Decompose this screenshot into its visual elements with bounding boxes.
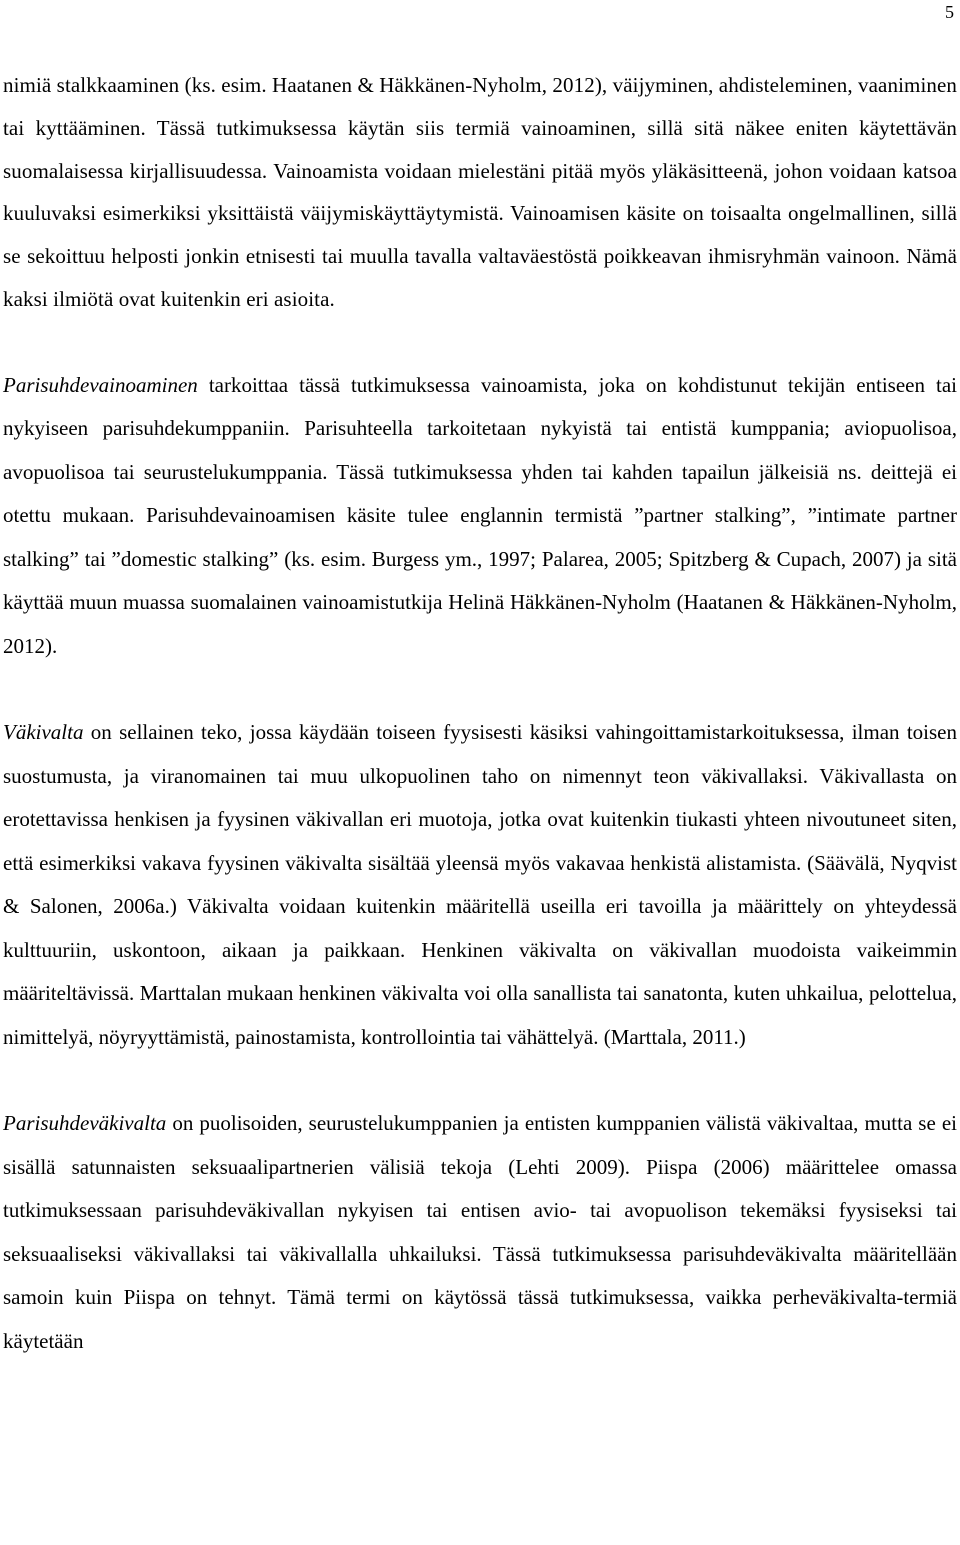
document-body <box>3 64 957 1363</box>
paragraph-text: nimiä stalkkaaminen (ks. esim. Haatanen & Häkkänen-Nyholm, 2012), väijyminen, ahdisteleminen, vaaniminen tai kyttääminen. Tässä tutkimuksessa käytän siis termiä vainoaminen, sillä sitä näkee eniten käytettävän suomalaisessa kirjallisuudessa. Vainoamista voidaan mielestäni pitää myös yläkäsitteenä, johon voidaan katsoa kuuluvaksi esimerkiksi yksittäistä väijymiskäyttäytymistä. Vainoamisen käsite on toisaalta ongelmallinen, sillä se sekoittuu helposti jonkin etnisesti tai muulla tavalla valtaväestöstä poikkeavan ihmisryhmän vainoon. Nämä kaksi ilmiötä ovat kuitenkin eri asioita. <box>3 73 957 311</box>
paragraph-partner-stalking <box>3 364 957 669</box>
paragraph-gap <box>3 1059 957 1102</box>
paragraph-gap <box>3 668 957 711</box>
paragraph-gap <box>3 321 957 364</box>
page-number: 5 <box>945 2 954 22</box>
paragraph-stalking-terms <box>3 64 957 321</box>
paragraph-text: on sellainen teko, jossa käydään toiseen fyysisesti käsiksi vahingoittamistarkoituksessa, ilman toisen suostumusta, ja viranomainen tai muu ulkopuolinen taho on nimennyt teon väkivallaksi. Väkivallasta on erotettavissa henkisen ja fyysinen väkivallan eri muotoja, jotka ovat kuitenkin tiukasti yhteen nivoutuneet siten, että esimerkiksi vakava fyysinen väkivalta sisältää yleensä myös vakavaa henkistä alistamista. (Säävälä, Nyqvist & Salonen, 2006a.) Väkivalta voidaan kuitenkin määritellä useilla eri tavoilla ja määrittely on yhteydessä kulttuuriin, uskontoon, aikaan ja paikkaan. Henkinen väkivalta on väkivallan muodoista vaikeimmin määriteltävissä. Marttalan mukaan henkinen väkivalta voi olla sanallista tai sanatonta, kuten uhkailua, pelottelua, nimittelyä, nöyryyttämistä, painostamista, kontrollointia tai vähättelyä. (Marttala, 2011.) <box>3 720 957 1049</box>
defined-term: Väkivalta <box>3 720 84 745</box>
paragraph-partner-violence <box>3 1102 957 1363</box>
defined-term: Parisuhdevainoaminen <box>3 372 198 397</box>
paragraph-violence <box>3 711 957 1059</box>
paragraph-text: tarkoittaa tässä tutkimuksessa vainoamista, joka on kohdistunut tekijän entiseen tai nykyiseen parisuhdekumppaniin. Parisuhteella tarkoitetaan nykyistä tai entistä kumppania; aviopuolisoa, avopuolisoa tai seurustelukumppania. Tässä tutkimuksessa yhden tai kahden tapailun jälkeisiä ns. deittejä ei otettu mukaan. Parisuhdevainoamisen käsite tulee englannin termistä ”partner stalking”, ”intimate partner stalking” tai ”domestic stalking” (ks. esim. Burgess ym., 1997; Palarea, 2005; Spitzberg & Cupach, 2007) ja sitä käyttää muun muassa suomalainen vainoamistutkija Helinä Häkkänen-Nyholm (Haatanen & Häkkänen-Nyholm, 2012). <box>3 372 957 658</box>
defined-term: Parisuhdeväkivalta <box>3 1111 167 1136</box>
paragraph-text: on puolisoiden, seurustelukumppanien ja entisten kumppanien välistä väkivaltaa, mutta se ei sisällä satunnaisten seksuaalipartnerien välisiä tekoja (Lehti 2009). Piispa (2006) määrittelee omassa tutkimuksessaan parisuhdeväkivallan nykyisen tai entisen avio- tai avopuolison tekemäksi fyysiseksi tai seksuaaliseksi väkivallaksi tai väkivallalla uhkailuksi. Tässä tutkimuksessa parisuhdeväkivalta määritellään samoin kuin Piispa on tehnyt. Tämä termi on käytössä tässä tutkimuksessa, vaikka perheväkivalta-termiä käytetään <box>3 1111 957 1353</box>
